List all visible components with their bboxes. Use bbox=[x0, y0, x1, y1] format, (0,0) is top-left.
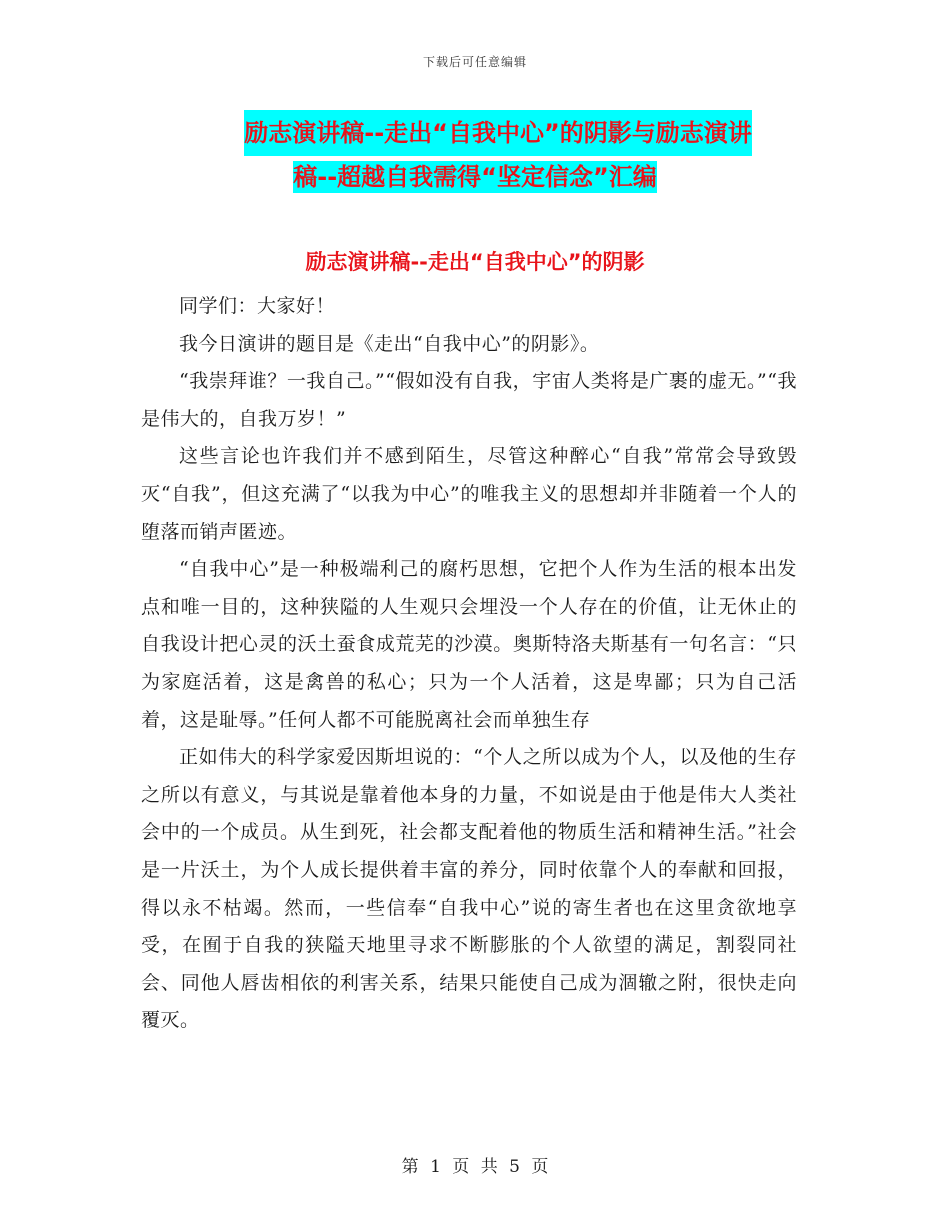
paragraph-quotes: “我崇拜谁？一我自己。”“假如没有自我，宇宙人类将是广裹的虚无。”“我是伟大的，自我万岁！” bbox=[141, 370, 797, 430]
section-title: 励志演讲稿--走出“自我中心”的阴影 bbox=[305, 250, 645, 274]
paragraph-einstein: 正如伟大的科学家爱因斯坦说的：“个人之所以成为个人，以及他的生存之所以有意义，与其说是靠着他本身的力量，不如说是由于他是伟大人类社会中的一个成员。从生到死，社会都支配着他的物质生活和精神生活。”社会是一片沃土，为个人成长提供着丰富的养分，同时依靠个人的奉献和回报，得以永不枯竭。然而，一些信奉“自我中心”说的寄生者也在这里贪欲地享受，在囿于自我的狭隘天地里寻求不断膨胀的个人欲望的满足，割裂同社会、同他人唇齿相依的利害关系，结果只能使自己成为涸辙之附，很快走向覆灭。 bbox=[141, 746, 797, 1032]
page-footer: 第 1 页 共 5 页 bbox=[401, 1157, 549, 1177]
page-header-note: 下载后可任意编辑 bbox=[422, 55, 527, 69]
document-title-line-1: 励志演讲稿--走出“自我中心”的阴影与励志演讲 bbox=[244, 110, 751, 156]
document-title bbox=[0, 110, 950, 198]
paragraph-greeting: 同学们：大家好！ bbox=[179, 295, 336, 317]
speech-body bbox=[141, 288, 797, 1040]
paragraph-egoism: 这些言论也许我们并不感到陌生，尽管这种醉心“自我”常常会导致毁灭“自我”，但这充满了“以我为中心”的唯我主义的思想却并非随着一个人的堕落而销声匿迹。 bbox=[141, 445, 797, 543]
paragraph-topic: 我今日演讲的题目是《走出“自我中心”的阴影》。 bbox=[179, 332, 600, 355]
paragraph-definition: “自我中心”是一种极端利己的腐朽思想，它把个人作为生活的根本出发点和唯一目的，这种狭隘的人生观只会埋没一个人存在的价值，让无休止的自我设计把心灵的沃土蚕食成荒芜的沙漠。奥斯特洛夫斯基有一句名言：“只为家庭活着，这是禽兽的私心；只为一个人活着，这是卑鄙；只为自己活着，这是耻辱。”任何人都不可能脱离社会而单独生存 bbox=[141, 558, 797, 731]
document-title-line-2: 稿--超越自我需得“坚定信念”汇编 bbox=[293, 163, 657, 191]
